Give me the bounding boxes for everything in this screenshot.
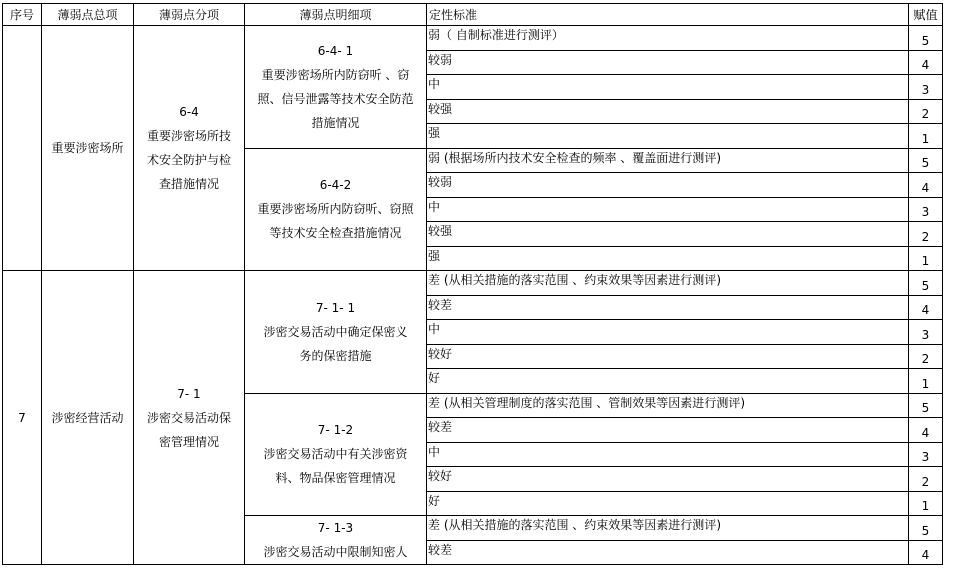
detail-title-line: 涉密交易活动中有关涉密资 [263,447,408,462]
standard-cell: 较差 [427,418,909,443]
score-cell: 3 [909,442,943,467]
detail-title-line: 等技术安全检查措施情况 [269,226,402,241]
standard-cell: 中 [427,197,909,222]
detail-cell [245,26,427,149]
detail-title-line: 重要涉密场所内防窃听 、窃 [261,67,410,82]
standard-cell: 强 [427,246,909,271]
standard-cell: 强 [427,124,909,149]
standard-cell: 差 (从相关措施的落实范围 、约束效果等因素进行测评) [427,271,909,296]
standard-cell: 较好 [427,467,909,492]
detail-code: 7- 1-3 [317,521,354,535]
group-number-cell [3,26,42,271]
score-cell: 1 [909,491,943,516]
subcategory-cell [134,271,245,565]
standard-cell: 中 [427,320,909,345]
table-row [3,26,943,51]
score-cell: 4 [909,295,943,320]
detail-code: 6-4-2 [319,178,352,193]
score-cell: 2 [909,467,943,492]
score-cell: 5 [909,393,943,418]
score-cell: 5 [909,271,943,296]
standard-cell: 中 [427,442,909,467]
header-no: 序号 [3,4,42,26]
assessment-table [2,3,943,565]
detail-cell [245,271,427,394]
detail-title-line: 重要涉密场所内防窃听、窃照 [257,202,414,217]
score-cell: 3 [909,320,943,345]
subcategory-code: 7- 1 [177,386,201,401]
score-cell: 2 [909,344,943,369]
score-cell: 1 [909,369,943,394]
subcategory-title-line: 涉密交易活动保 [146,410,231,425]
header-category: 薄弱点总项 [42,4,134,26]
subcategory-code: 6-4 [179,105,199,119]
detail-title-line: 涉密交易活动中确定保密义 [263,324,408,339]
score-cell: 2 [909,222,943,247]
standard-cell: 好 [427,369,909,394]
subcategory-title-line: 密管理情况 [158,434,219,449]
standard-cell: 弱 (根据场所内技术安全检查的频率 、覆盖面进行测评) [427,148,909,173]
detail-title-line: 务的保密措施 [299,348,372,363]
detail-code: 7- 1-2 [317,423,354,438]
detail-code: 7- 1- 1 [315,300,356,315]
standard-cell: 较弱 [427,50,909,75]
subcategory-title-line: 重要涉密场所技 [146,129,231,143]
detail-cell [245,393,427,516]
standard-cell: 较差 [427,540,909,565]
score-cell: 5 [909,516,943,541]
detail-title-line: 照、信号泄露等技术安全防范 [257,91,414,106]
score-cell: 2 [909,99,943,124]
detail-title-line: 料、物品保密管理情况 [275,471,396,486]
score-cell: 3 [909,197,943,222]
standard-cell: 弱（ 自制标准进行测评） [427,26,909,51]
score-cell: 3 [909,75,943,100]
score-cell: 4 [909,418,943,443]
subcategory-cell [134,26,245,271]
standard-cell: 中 [427,75,909,100]
header-detail: 薄弱点明细项 [245,4,427,26]
standard-cell: 差 (从相关措施的落实范围 、约束效果等因素进行测评) [427,516,909,541]
header-standard: 定性标准 [427,4,909,26]
category-cell: 涉密经营活动 [42,271,134,565]
standard-cell: 好 [427,491,909,516]
detail-title-line: 措施情况 [311,115,360,130]
score-cell: 5 [909,148,943,173]
score-cell: 1 [909,124,943,149]
standard-cell: 较强 [427,99,909,124]
header-subcategory: 薄弱点分项 [134,4,245,26]
standard-cell: 较弱 [427,173,909,198]
detail-title-line: 涉密交易活动中限制知密人 [263,545,408,559]
score-cell: 4 [909,50,943,75]
category-cell: 重要涉密场所 [42,26,134,271]
standard-cell: 差 (从相关管理制度的落实范围 、管制效果等因素进行测评) [427,393,909,418]
score-cell: 5 [909,26,943,51]
score-cell: 4 [909,540,943,565]
detail-cell [245,148,427,271]
standard-cell: 较强 [427,222,909,247]
score-cell: 4 [909,173,943,198]
subcategory-title-line: 术安全防护与检 [146,153,231,167]
detail-code: 6-4- 1 [317,43,354,58]
subcategory-title-line: 查措施情况 [158,177,219,191]
group-number-cell: 7 [3,271,42,565]
table-row [3,271,943,296]
header-row [3,4,943,26]
detail-cell [245,516,427,565]
standard-cell: 较好 [427,344,909,369]
score-cell: 1 [909,246,943,271]
standard-cell: 较差 [427,295,909,320]
header-score: 赋值 [909,4,943,26]
